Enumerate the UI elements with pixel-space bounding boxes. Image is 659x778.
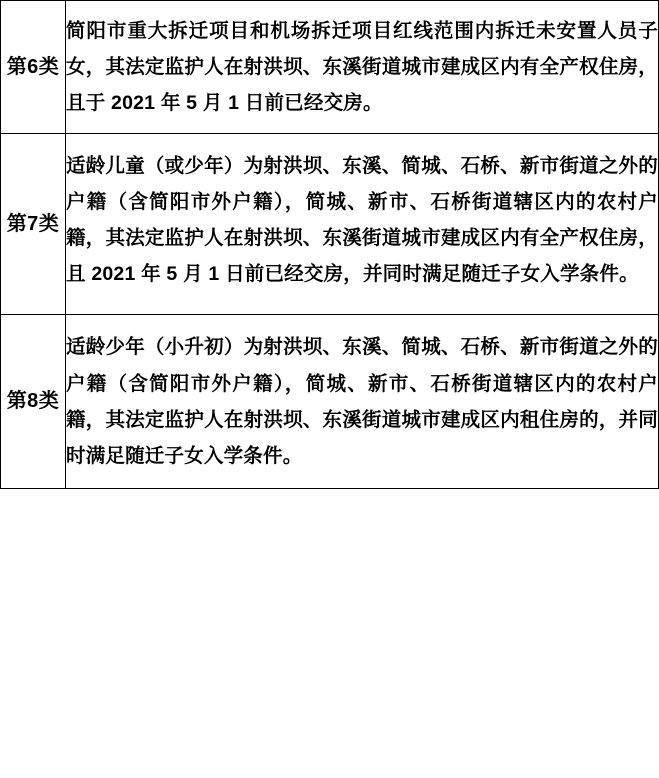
category-cell [1, 1, 66, 134]
table-row [1, 134, 659, 315]
description-text: 适龄少年（小升初）为射洪坝、东溪、简城、石桥、新市街道之外的户籍（含简阳市外户籍），简城、新市、石桥街道辖区内的农村户籍，其法定监护人在射洪坝、东溪街道城市建成区内租住房的，并同时满足随迁子女入学条件。 [66, 336, 658, 467]
category-label: 第6类 [6, 55, 60, 78]
table-row [1, 1, 659, 134]
category-label: 第8类 [6, 390, 60, 413]
category-label: 第7类 [6, 212, 60, 235]
table-row [1, 315, 659, 488]
description-text: 简阳市重大拆迁项目和机场拆迁项目红线范围内拆迁未安置人员子女，其法定监护人在射洪坝、东溪街道城市建成区内有全产权住房，且于 2021 年 5 月 1 日前已经交房。 [66, 20, 658, 115]
description-text: 适龄儿童（或少年）为射洪坝、东溪、简城、石桥、新市街道之外的户籍（含简阳市外户籍），简城、新市、石桥街道辖区内的农村户籍，其法定监护人在射洪坝、东溪街道城市建成区内有全产权住房，且 2021 年 5 月 1 日前已经交房，并同时满足随迁子女入学条件。 [66, 155, 658, 286]
category-cell [1, 315, 66, 488]
description-cell [66, 134, 659, 315]
description-cell [66, 315, 659, 488]
category-cell [1, 134, 66, 315]
description-cell [66, 1, 659, 134]
